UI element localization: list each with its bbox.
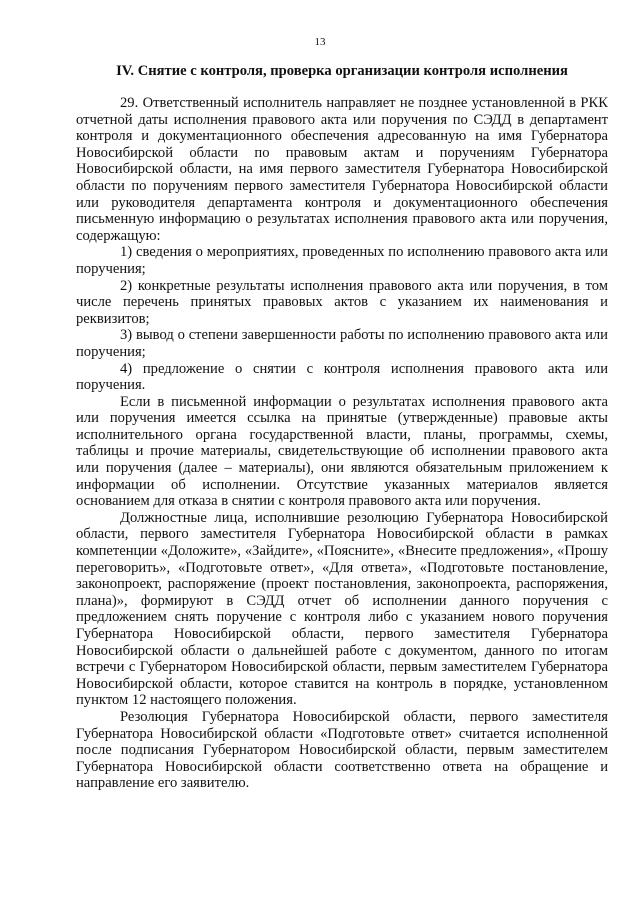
paragraph-subitem-1: 1) сведения о мероприятиях, проведенных по исполнению правового акта или поручения;: [76, 244, 608, 277]
paragraph-item-29: 29. Ответственный исполнитель направляет не позднее установленной в РКК отчетной даты исполнения правового акта или поручения по СЭДД в департамент контроля и документационного обеспечения адресованную на имя Губернатора Новосибирской области по правовым актам и поручениям Губернатора Новосибирской области, на имя первого заместителя Губернатора Новосибирской области по поручениям первого заместителя Губернатора Новосибирской области или руководителя департамента контроля и документационного обеспечения письменную информацию о результатах исполнения правового акта или поручения, содержащую:: [76, 95, 608, 244]
paragraph-resolution: Резолюция Губернатора Новосибирской области, первого заместителя Губернатора Новосибирской области «Подготовьте ответ» считается исполненной после подписания Губернатором Новосибирской области, первым заместителем Губернатора Новосибирской области соответственно ответа на обращение и направление его заявителю.: [76, 708, 608, 792]
paragraph-officials: Должностные лица, исполнившие резолюцию Губернатора Новосибирской области, первого заместителя Губернатора Новосибирской области в рамках компетенции «Доложите», «Зайдите», «Поясните», «Внесите предложения», «Прошу переговорить», «Подготовьте ответ», «Для ответа», «Подготовьте постановление, законопроект, распоряжение (проект постановления, законопроекта, распоряжения, плана)», формируют в СЭДД отчет об исполнении данного поручения с предложением снять поручение с контроля либо с указанием нового поручения Губернатора Новосибирской области, первого заместителя Губернатора Новосибирской области о дальнейшей работе с документом, данного по итогам встречи с Губернатором Новосибирской области, первым заместителем Губернатора Новосибирской области, которое ставится на контроль в порядке, установленном пунктом 12 настоящего положения.: [76, 509, 608, 709]
paragraph-subitem-4: 4) предложение о снятии с контроля исполнения правового акта или поручения.: [76, 360, 608, 394]
page-number: 13: [314, 36, 326, 48]
paragraph-subitem-2: 2) конкретные результаты исполнения правового акта или поручения, в том числе перечень принятых правовых актов с указанием их наименования и реквизитов;: [76, 277, 608, 327]
paragraph-subitem-3: 3) вывод о степени завершенности работы по исполнению правового акта или поручения;: [76, 327, 608, 360]
paragraph-materials: Если в письменной информации о результатах исполнения правового акта или поручения имеется ссылка на принятые (утвержденные) правовые акты исполнительного органа государственной власти, планы, программы, схемы, таблицы и прочие материалы, свидетельствующие об исполнении правового акта или поручения (далее – материалы), они являются обязательным приложением к информации об исполнении. Отсутствие указанных материалов является основанием для отказа в снятии с контроля правового акта или поручения.: [76, 393, 608, 510]
document-body: [76, 95, 608, 792]
section-heading: IV. Снятие с контроля, проверка организации контроля исполнения: [116, 63, 568, 79]
